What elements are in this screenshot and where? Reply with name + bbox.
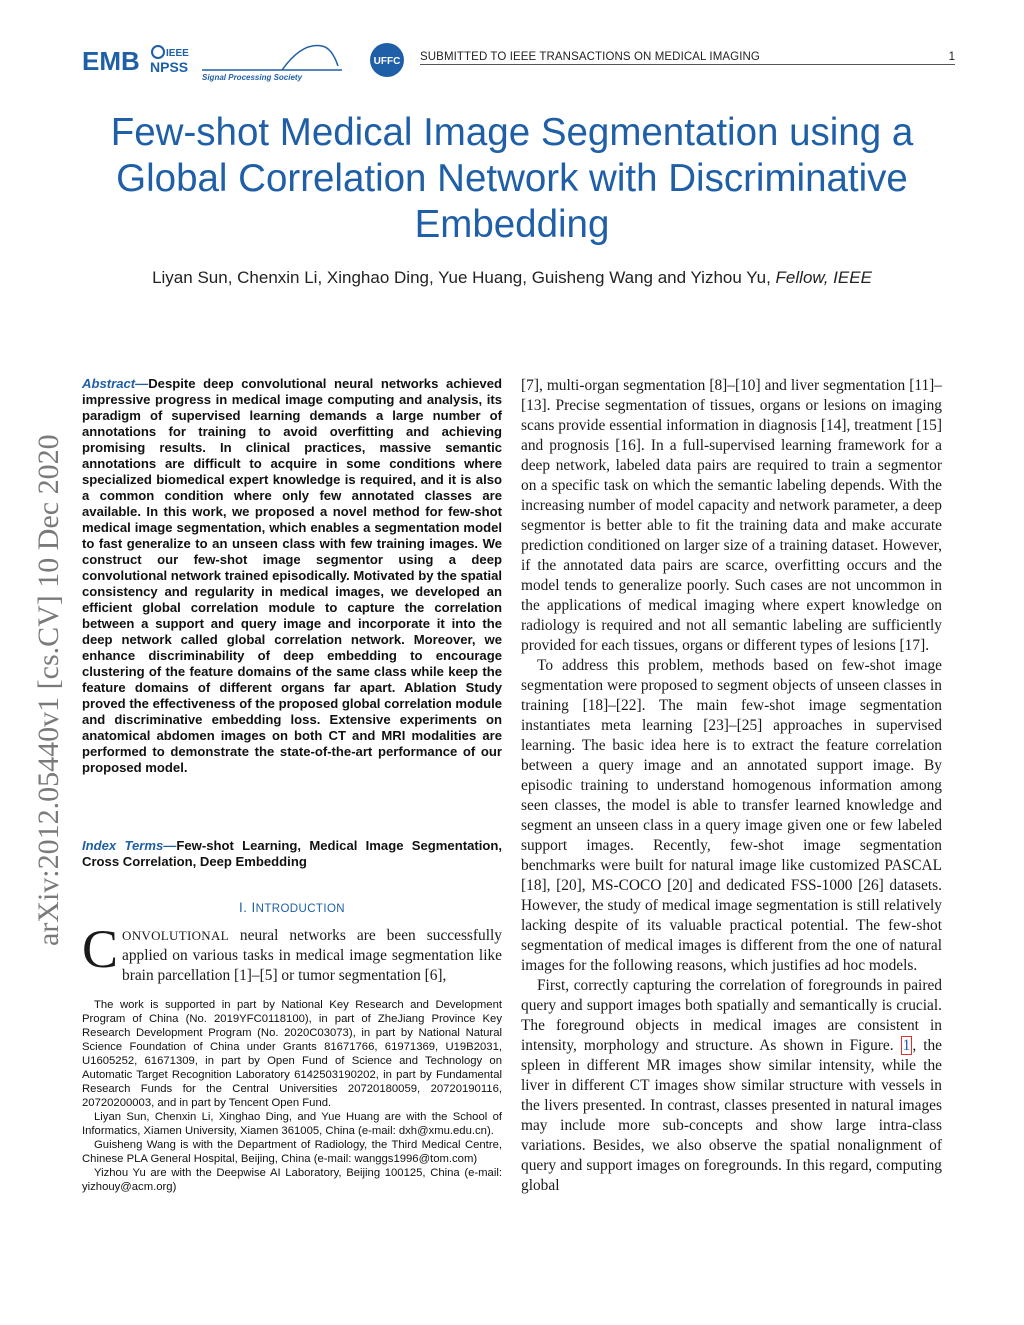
intro-text: neural networks are been successfully applied on various tasks in medical image segmentation like brain parcellation [1]–[5] or tumor segmentation [6],: [122, 927, 502, 984]
section-title-first: I: [251, 900, 256, 915]
section-heading: [82, 900, 502, 915]
society-logos: [82, 40, 412, 82]
uffc-text: UFFC: [373, 56, 401, 67]
figure-link[interactable]: 1: [902, 1037, 911, 1054]
index-terms-text: Few-shot Learning, Medical Image Segmentation, Cross Correlation, Deep Embedding: [82, 838, 502, 869]
footnote-affiliation-xmu: Liyan Sun, Chenxin Li, Xinghao Ding, and Yue Huang are with the School of Informatics, Xiamen University, Xiamen 361005, China (e-mail: dxh@xmu.edu.cn).: [82, 1111, 502, 1137]
right-column: [521, 376, 942, 1196]
intro-paragraph: [82, 919, 502, 986]
abstract: [82, 376, 502, 776]
body-text: First, correctly capturing the correlation of foregrounds in paired query and support images both spatially and semantically is crucial. The foreground objects in medical images are consistent in intensity, morphology and structure. As shown in Figure.: [521, 977, 942, 1054]
npss-logo: [150, 46, 189, 75]
npss-text: NPSS: [150, 59, 189, 75]
running-head: SUBMITTED TO IEEE TRANSACTIONS ON MEDICAL IMAGING: [420, 51, 760, 63]
npss-ieee-text: IEEE: [166, 48, 189, 59]
abstract-label: Abstract—: [82, 376, 149, 391]
index-terms: [82, 838, 502, 870]
body-paragraph: [7], multi-organ segmentation [8]–[10] and liver segmentation [11]–[13]. Precise segmentation of tissues, organs or lesions on imaging scans provide essential information in diagnosis [14], treatment [15] and prognosis [16]. In a full-supervised learning framework for a deep network, labeled data pairs are required to train a segmentor on a specific task on which the semantic labeling depends. With the increasing number of model capacity and network parameter, a deep segmentor is better able to fit the training data and make accurate prediction conditioned on larger size of a training dataset. However, if the annotated data pairs are scarce, overfitting occurs and the model tends to generalize poorly. Such cases are not uncommon in the applications of medical imaging where expert knowledge on radiology is required and not all semantic labeling are sufficiently provided for each tissues, organs or different types of lesions [17].: [521, 377, 942, 654]
drop-cap: C: [82, 919, 119, 979]
footnote-affiliation-pla: Guisheng Wang is with the Department of Radiology, the Third Medical Centre, Chinese PLA General Hospital, Beijing, China (e-mail: wanggs1996@tom.com): [82, 1139, 502, 1165]
author-list: [60, 268, 964, 288]
body-paragraph: [521, 976, 942, 1196]
header-rule: [420, 64, 955, 65]
emb-logo: EMB: [82, 46, 140, 76]
body-text: , the spleen in different MR images show similar intensity, while the liver in different CT images show similar structure with vessels in the livers presented. In contrast, classes presented in natural images may include more sub-concepts and show large intra-class variations. Besides, we also observe the spatial nonalignment of query and support images on foregrounds. In this regard, computing global: [521, 1037, 942, 1194]
footnote-funding: The work is supported in part by National Key Research and Development Program of China (No. 2019YFC0118100), in part of ZheJiang Province Key Research Development Program (No. 2020C03073), in part by National Natural Science Foundation of China under Grants 81671766, 61971369, U19B2031, U1605252, 61671309, in part by Open Fund of Science and Technology on Automatic Target Recognition Laboratory 6142503190202, in part by Fundamental Research Funds for the Central Universities 20720180059, 20720190116, 20720200003, and in part by Tencent Open Fund.: [82, 999, 502, 1109]
author-names: Liyan Sun, Chenxin Li, Xinghao Ding, Yue Huang, Guisheng Wang and Yizhou Yu,: [152, 268, 776, 287]
arxiv-stamp-text: arXiv:2012.05440v1 [cs.CV] 10 Dec 2020: [32, 434, 65, 946]
intro-first-word: ONVOLUTIONAL: [122, 928, 229, 943]
uffc-logo: [370, 43, 404, 77]
page-number: 1: [948, 51, 955, 63]
abstract-text: Despite deep convolutional neural networks achieved impressive progress in medical image computing and analysis, its paradigm of supervised learning demands a large number of annotations for training to avoid overfitting and achieving promising results. In clinical practices, massive semantic annotations are difficult to acquire in some conditions where specialized biomedical expert knowledge is required, and it is also a common condition where only few annotated classes are available. In this work, we proposed a novel method for few-shot medical image segmentation, which enables a segmentation model to fast generalize to an unseen class with few training images. We construct our few-shot image segmentor using a deep convolutional network trained episodically. Motivated by the spatial consistency and regularity in medical images, we developed an efficient global correlation module to capture the correlation between a support and query image and incorporate it into the deep network called global correlation network. Moreover, we enhance discriminability of deep embedding to encourage clustering of the feature domains of the same class while keep the feature domains of different organs far apart. Ablation Study proved the effectiveness of the proposed global correlation module and discriminative embedding loss. Extensive experiments on anatomical abdomen images on both CT and MRI modalities are performed to demonstrate the state-of-the-art performance of our proposed model.: [82, 376, 502, 775]
author-suffix: Fellow, IEEE: [775, 268, 872, 287]
arxiv-stamp: [12, 348, 70, 948]
arxiv-stamp-svg: [12, 348, 70, 948]
footnotes: [82, 998, 502, 1194]
logo-strip: [82, 40, 412, 82]
section-title-rest: NTRODUCTION: [255, 903, 345, 915]
index-terms-label: Index Terms—: [82, 838, 177, 853]
body-paragraph: To address this problem, methods based on few-shot image segmentation were proposed to segment objects of unseen classes in training [18]–[22]. The main few-shot image segmentation instantiates meta learning [23]–[25] approaches in supervised learning. The basic idea here is to extract the feature correlation between a query image and an annotated support image. By episodic training to understand homogenous information among seen classes, the model is able to transfer learned knowledge and segment an unseen class in a query image given one or few labeled support images. Recently, few-shot image segmentation benchmarks were built for natural image like customized PASCAL [18], [20], MS-COCO [20] and dedicated FSS-1000 [26] datasets. However, the study of medical image segmentation is still relatively lacking despite of its valuable practical potential. The few-shot segmentation of medical images is different from the one of natural images for the following reasons, which justifies ad hoc models.: [521, 657, 942, 974]
footnote-affiliation-deepwise: Yizhou Yu are with the Deepwise AI Laboratory, Beijing 100125, China (e-mail: yizhouy@acm.org): [82, 1167, 502, 1193]
paper-title: Few-shot Medical Image Segmentation using a Global Correlation Network with Discriminative Embedding: [110, 111, 914, 246]
signal-processing-society-logo: [202, 46, 342, 83]
section-number: I.: [239, 900, 248, 915]
sps-text: Signal Processing Society: [202, 73, 303, 82]
